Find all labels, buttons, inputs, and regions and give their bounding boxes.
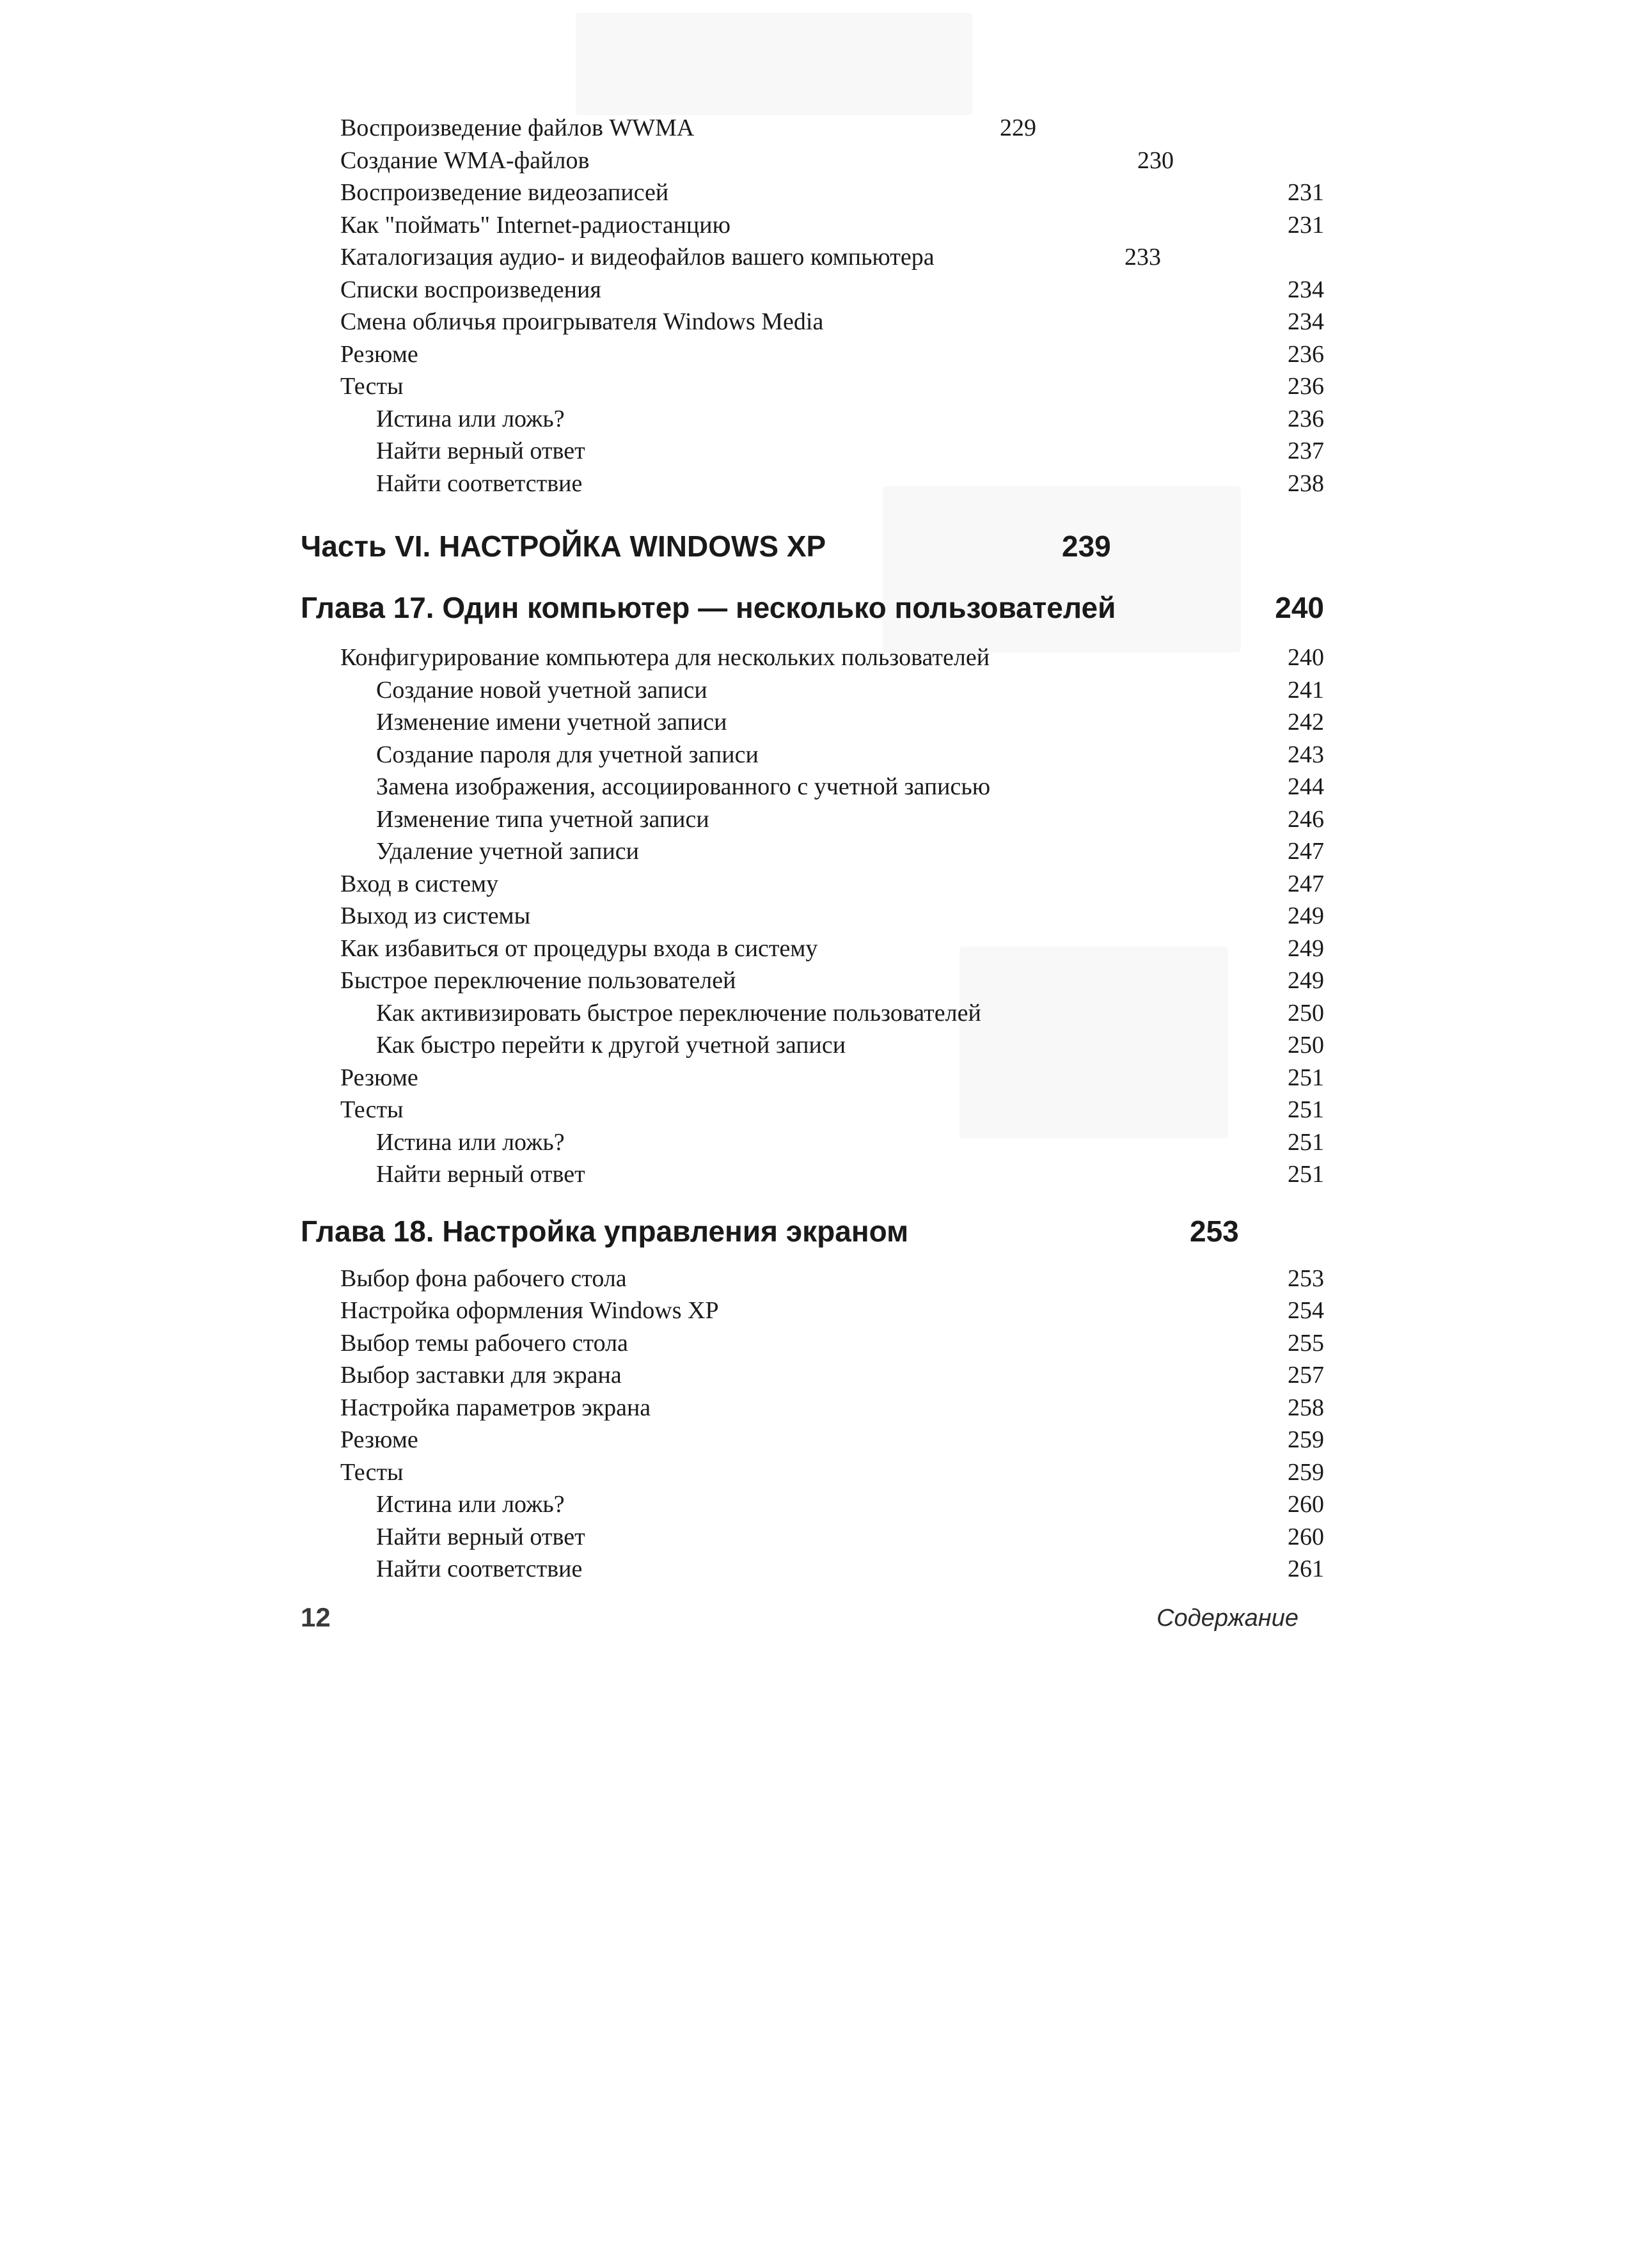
toc-entry-page: 250 xyxy=(1288,999,1324,1027)
toc-entry-page: 237 xyxy=(1288,437,1324,464)
toc-entry xyxy=(301,1158,1324,1191)
toc-entry-title: Тесты xyxy=(340,373,404,400)
toc-entry-page: 258 xyxy=(1288,1394,1324,1421)
toc-entry xyxy=(301,803,1324,836)
toc-entry-page: 233 xyxy=(1125,244,1161,271)
toc-entry-title: Тесты xyxy=(340,1096,404,1123)
toc-entry-title: Вход в систему xyxy=(340,870,499,897)
toc-entry xyxy=(301,997,1324,1030)
toc-entry-page: 261 xyxy=(1288,1555,1324,1582)
toc-entry-title: Быстрое переключение пользователей xyxy=(340,967,736,994)
toc-entry xyxy=(301,177,1324,209)
toc-entry-title: Резюме xyxy=(340,1064,418,1091)
running-title: Содержание xyxy=(1156,1605,1298,1632)
toc-entry xyxy=(301,739,1324,771)
chapter-page: 253 xyxy=(1190,1214,1239,1248)
toc-entry-title: Истина или ложь? xyxy=(376,1491,565,1518)
part-page: 239 xyxy=(1062,530,1111,563)
toc-entry xyxy=(301,403,1324,436)
toc-entry xyxy=(301,965,1324,997)
toc-entry-title: Найти верный ответ xyxy=(376,437,585,464)
toc-entry-page: 260 xyxy=(1288,1491,1324,1518)
chapter-title: Глава 17. Один компьютер — несколько пользователей xyxy=(301,591,1116,624)
toc-entry xyxy=(301,468,1324,500)
toc-entry-page: 229 xyxy=(1000,114,1036,141)
toc-entry-page: 236 xyxy=(1288,405,1324,432)
toc-entry-title: Резюме xyxy=(340,340,418,368)
toc-entry-title: Конфигурирование компьютера для нескольких пользователей xyxy=(340,644,990,671)
toc-entry-page: 249 xyxy=(1288,902,1324,929)
toc-entry xyxy=(301,306,1324,338)
toc-entry xyxy=(301,112,1324,145)
toc-entry-title: Как быстро перейти к другой учетной записи xyxy=(376,1032,846,1059)
toc-entry-title: Найти верный ответ xyxy=(376,1161,585,1188)
toc-entry-page: 241 xyxy=(1288,676,1324,704)
toc-entry-page: 249 xyxy=(1288,967,1324,994)
toc-entry-page: 249 xyxy=(1288,934,1324,962)
toc-entry-title: Найти верный ответ xyxy=(376,1523,585,1550)
toc-entry xyxy=(301,642,1324,674)
toc-entry-title: Создание пароля для учетной записи xyxy=(376,741,759,768)
toc-entry-title: Как "поймать" Internet-радиостанцию xyxy=(340,211,730,239)
toc-entry-page: 234 xyxy=(1288,308,1324,335)
chapter-heading xyxy=(301,589,1324,626)
toc-entry-title: Списки воспроизведения xyxy=(340,276,601,303)
toc-entry-title: Настройка оформления Windows XP xyxy=(340,1297,719,1324)
toc-entry xyxy=(301,1263,1324,1295)
toc-entry xyxy=(301,1456,1324,1489)
toc-entry xyxy=(301,1094,1324,1126)
toc-entry-title: Найти соответствие xyxy=(376,1555,583,1582)
toc-entry xyxy=(301,1424,1324,1456)
toc-entry-page: 251 xyxy=(1288,1161,1324,1188)
toc-entry xyxy=(301,1295,1324,1327)
toc-entry-page: 231 xyxy=(1288,211,1324,239)
toc-entry-page: 247 xyxy=(1288,870,1324,897)
toc-entry xyxy=(301,1553,1324,1586)
toc-entry-title: Выбор фона рабочего стола xyxy=(340,1264,627,1292)
page-number: 12 xyxy=(301,1602,331,1632)
toc-entry xyxy=(301,868,1324,901)
toc-entry-title: Воспроизведение файлов WWMA xyxy=(340,114,695,141)
toc-entry-title: Создание WMA-файлов xyxy=(340,146,590,174)
toc-entry-page: 257 xyxy=(1288,1362,1324,1389)
toc-entry xyxy=(301,933,1324,965)
toc-entry-page: 251 xyxy=(1288,1128,1324,1156)
toc-entry xyxy=(301,435,1324,468)
toc-entry-page: 230 xyxy=(1137,146,1174,174)
toc-entry-title: Тесты xyxy=(340,1458,404,1486)
toc-entry-title: Воспроизведение видеозаписей xyxy=(340,179,669,206)
toc-entry-page: 238 xyxy=(1288,469,1324,497)
toc-entry-page: 255 xyxy=(1288,1329,1324,1357)
toc-entry-title: Выбор заставки для экрана xyxy=(340,1362,622,1389)
toc-entry-page: 251 xyxy=(1288,1096,1324,1123)
toc-entry-title: Каталогизация аудио- и видеофайлов вашего компьютера xyxy=(340,244,935,271)
toc-entry xyxy=(301,835,1324,868)
toc-entry xyxy=(301,241,1324,274)
toc-entry-page: 260 xyxy=(1288,1523,1324,1550)
scan-artifact xyxy=(576,13,972,115)
page-footer xyxy=(301,1602,1298,1641)
toc-entry-title: Изменение имени учетной записи xyxy=(376,709,727,736)
toc-entry-page: 244 xyxy=(1288,773,1324,800)
toc-entry-title: Выбор темы рабочего стола xyxy=(340,1329,628,1357)
toc-entry-page: 231 xyxy=(1288,179,1324,206)
toc-entry xyxy=(301,1029,1324,1062)
part-title: Часть VI. НАСТРОЙКА WINDOWS XP xyxy=(301,530,826,563)
toc-entry-title: Настройка параметров экрана xyxy=(340,1394,651,1421)
toc-entry xyxy=(301,1327,1324,1360)
toc-entry-page: 250 xyxy=(1288,1032,1324,1059)
chapter-title: Глава 18. Настройка управления экраном xyxy=(301,1214,909,1248)
toc-entry-title: Изменение типа учетной записи xyxy=(376,805,709,833)
toc-entry xyxy=(301,771,1324,803)
toc-entry-page: 240 xyxy=(1288,644,1324,671)
toc-entry xyxy=(301,900,1324,933)
toc-entry-title: Истина или ложь? xyxy=(376,405,565,432)
toc-entry-title: Как избавиться от процедуры входа в систему xyxy=(340,934,818,962)
toc-entry-title: Как активизировать быстрое переключение пользователей xyxy=(376,999,981,1027)
toc-entry-page: 251 xyxy=(1288,1064,1324,1091)
chapter-page: 240 xyxy=(1275,591,1324,624)
toc-entry-page: 259 xyxy=(1288,1426,1324,1453)
toc-entry xyxy=(301,706,1324,739)
toc-entry-page: 243 xyxy=(1288,741,1324,768)
chapter-heading xyxy=(301,1213,1324,1250)
part-heading xyxy=(301,528,1324,565)
toc-entry-title: Найти соответствие xyxy=(376,469,583,497)
toc-entry-page: 242 xyxy=(1288,709,1324,736)
table-of-contents xyxy=(301,112,1324,1586)
toc-entry-title: Резюме xyxy=(340,1426,418,1453)
toc-entry xyxy=(301,338,1324,371)
toc-entry-title: Удаление учетной записи xyxy=(376,838,639,865)
toc-entry xyxy=(301,274,1324,306)
toc-entry xyxy=(301,370,1324,403)
toc-entry-page: 254 xyxy=(1288,1297,1324,1324)
toc-entry-title: Создание новой учетной записи xyxy=(376,676,707,704)
toc-entry-page: 247 xyxy=(1288,838,1324,865)
toc-entry-title: Истина или ложь? xyxy=(376,1128,565,1156)
toc-entry xyxy=(301,1392,1324,1424)
toc-entry-title: Замена изображения, ассоциированного с учетной записью xyxy=(376,773,991,800)
toc-entry xyxy=(301,1488,1324,1521)
toc-entry-page: 234 xyxy=(1288,276,1324,303)
toc-entry-page: 259 xyxy=(1288,1458,1324,1486)
toc-entry-page: 253 xyxy=(1288,1264,1324,1292)
toc-entry xyxy=(301,1521,1324,1554)
toc-entry xyxy=(301,1126,1324,1159)
toc-entry-page: 236 xyxy=(1288,340,1324,368)
toc-entry-title: Смена обличья проигрывателя Windows Media xyxy=(340,308,824,335)
toc-entry xyxy=(301,1359,1324,1392)
toc-entry xyxy=(301,209,1324,242)
toc-entry xyxy=(301,674,1324,707)
toc-entry-page: 246 xyxy=(1288,805,1324,833)
toc-entry-page: 236 xyxy=(1288,373,1324,400)
toc-entry xyxy=(301,145,1324,177)
toc-entry xyxy=(301,1062,1324,1094)
toc-entry-title: Выход из системы xyxy=(340,902,531,929)
